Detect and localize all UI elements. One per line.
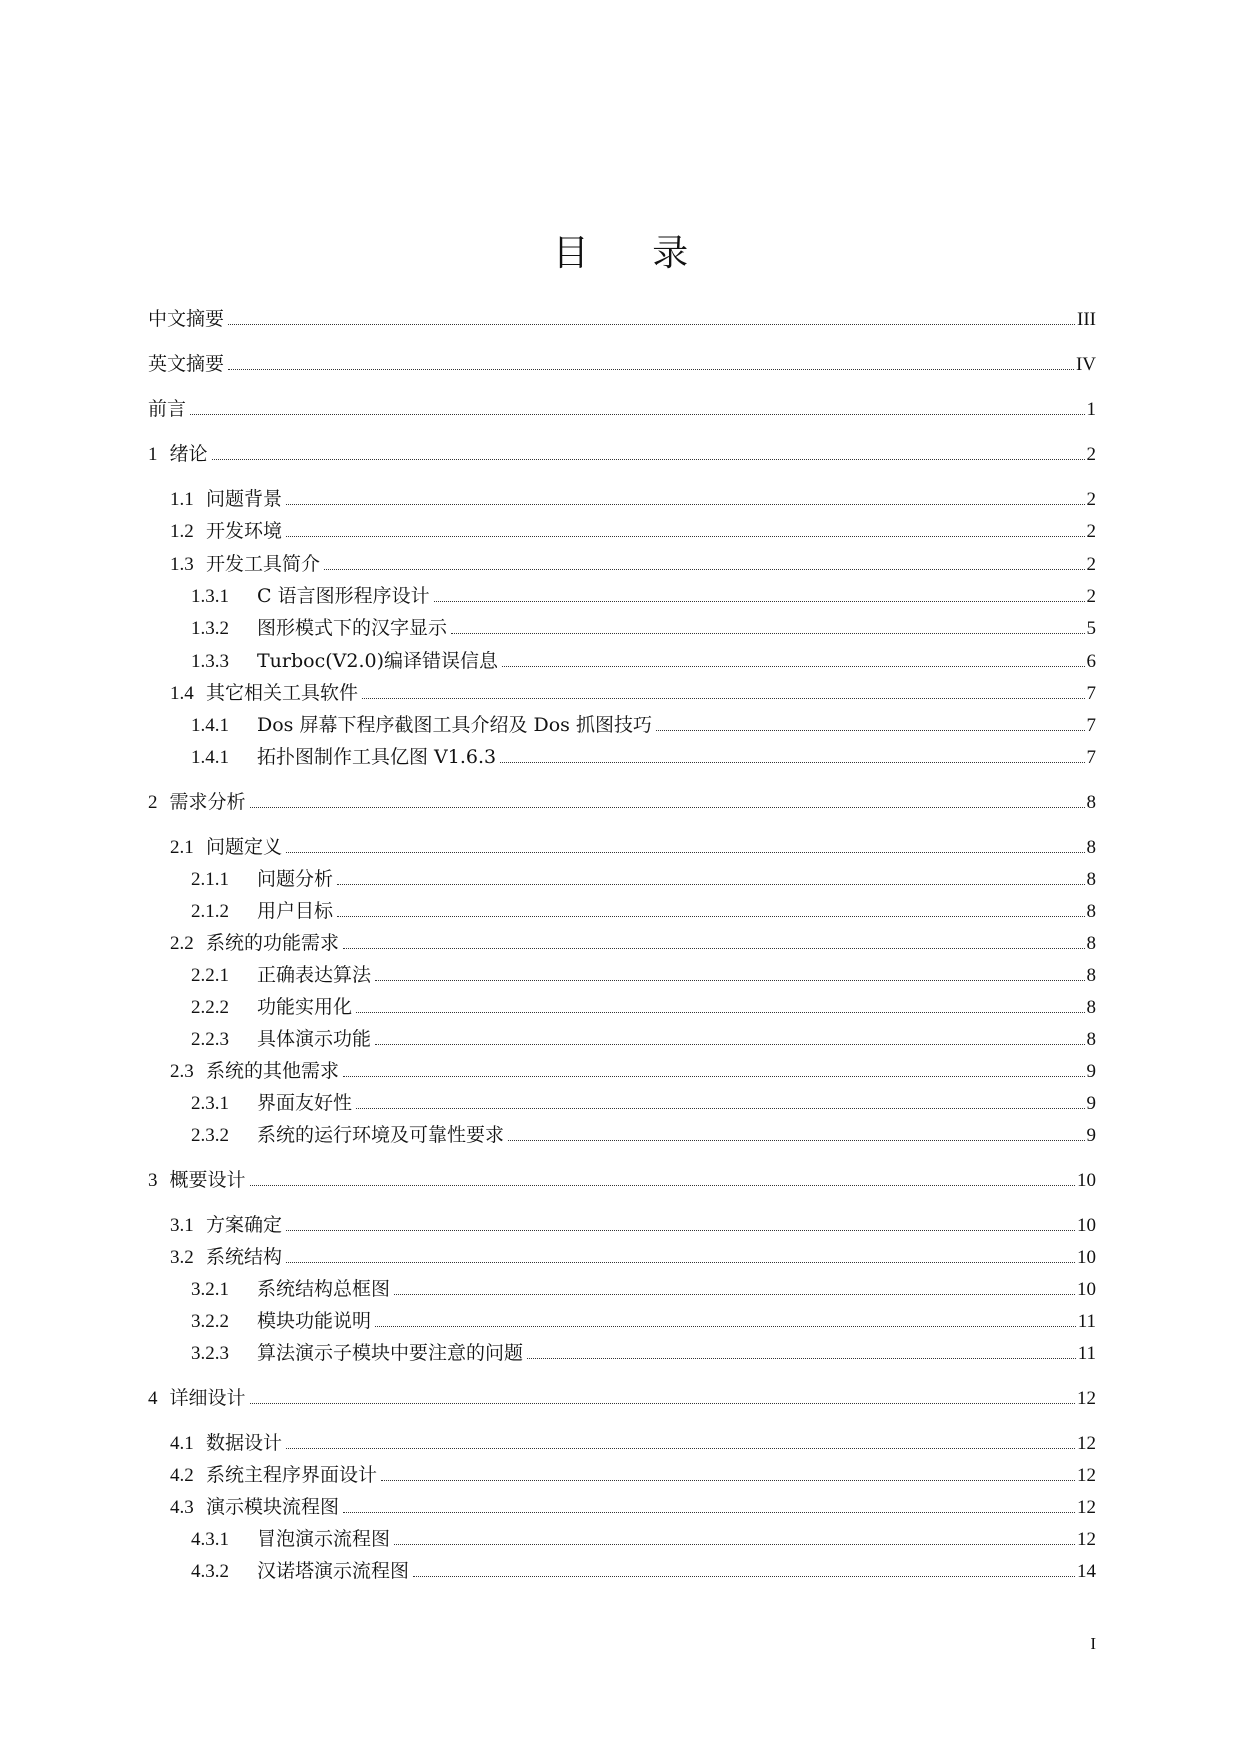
toc-entry-title: 系统的功能需求	[206, 932, 340, 954]
toc-entry-page: 1	[1086, 399, 1096, 420]
toc-entry-number: 1.3.3	[191, 651, 229, 672]
toc-entry-page: 6	[1086, 651, 1096, 672]
toc-entry-number: 2.2.1	[191, 965, 229, 986]
toc-leader	[286, 851, 1084, 853]
toc-entry[interactable]	[170, 930, 1096, 957]
toc-entry-title: 其它相关工具软件	[206, 682, 359, 704]
toc-entry[interactable]	[191, 1090, 1096, 1117]
toc-entry-page: 10	[1077, 1170, 1096, 1191]
toc-leader	[434, 600, 1085, 602]
toc-entry-number: 2	[148, 792, 158, 813]
toc-leader	[500, 761, 1084, 763]
toc-entry-number: 1.4.1	[191, 747, 229, 768]
toc-leader	[337, 915, 1084, 917]
toc-entry-page: 11	[1077, 1343, 1096, 1364]
toc-entry[interactable]	[191, 1122, 1096, 1149]
toc-entry-title: 系统的运行环境及可靠性要求	[257, 1124, 505, 1146]
toc-entry-page: 11	[1077, 1311, 1096, 1332]
toc-entry-page: 8	[1086, 933, 1096, 954]
toc-entry-page: 12	[1077, 1465, 1096, 1486]
toc-entry-number: 4.3.1	[191, 1529, 229, 1550]
toc-entry-number: 2.2	[170, 933, 194, 954]
toc-leader	[343, 947, 1084, 949]
toc-entry-number: 2.1.1	[191, 869, 229, 890]
toc-entry[interactable]	[170, 1430, 1096, 1457]
toc-leader	[228, 323, 1075, 325]
toc-entry-title: Turboc(V2.0)编译错误信息	[257, 650, 498, 672]
toc-leader	[394, 1543, 1075, 1545]
toc-leader	[413, 1575, 1075, 1577]
toc-entry-page: 12	[1077, 1388, 1096, 1409]
toc-entry-number: 3.2.3	[191, 1343, 229, 1364]
toc-entry-page: 7	[1086, 715, 1096, 736]
toc-entry-title: 中文摘要	[148, 308, 225, 330]
toc-entry[interactable]	[191, 615, 1096, 642]
toc-leader	[250, 806, 1085, 808]
toc-entry-number: 1.3	[170, 554, 194, 575]
toc-entry-title: 数据设计	[206, 1432, 283, 1454]
toc-entry[interactable]	[148, 396, 1096, 423]
toc-entry-page: 14	[1077, 1561, 1096, 1582]
toc-entry-title: Dos 屏幕下程序截图工具介绍及 Dos 抓图技巧	[257, 714, 652, 736]
toc-entry-title: 具体演示功能	[257, 1028, 372, 1050]
toc-entry[interactable]	[170, 1058, 1096, 1085]
toc-entry-page: 2	[1086, 444, 1096, 465]
toc-entry-number: 1.3.2	[191, 618, 229, 639]
toc-entry-title: 方案确定	[206, 1214, 283, 1236]
toc-entry-title: 问题背景	[206, 488, 283, 510]
toc-entry-title: 系统的其他需求	[206, 1060, 340, 1082]
toc-entry-number: 3.2.1	[191, 1279, 229, 1300]
page-number: I	[1090, 1634, 1096, 1653]
toc-leader	[286, 1229, 1075, 1231]
toc-leader	[356, 1011, 1084, 1013]
toc-entry-page: 9	[1086, 1061, 1096, 1082]
toc-leader	[250, 1184, 1075, 1186]
toc-entry-title: 系统结构总框图	[257, 1278, 391, 1300]
toc-entry-number: 3	[148, 1170, 158, 1191]
toc-leader	[451, 632, 1084, 634]
toc-entry[interactable]	[191, 1526, 1096, 1553]
toc-entry-number: 1.1	[170, 489, 194, 510]
toc-entry[interactable]	[191, 583, 1096, 610]
toc-leader	[286, 1261, 1075, 1263]
toc-entry[interactable]	[148, 1167, 1096, 1194]
toc-entry-number: 4.3.2	[191, 1561, 229, 1582]
toc-entry[interactable]	[170, 834, 1096, 861]
toc-entry-title: 冒泡演示流程图	[257, 1528, 391, 1550]
toc-leader	[356, 1107, 1084, 1109]
toc-title: 目 录	[552, 233, 715, 274]
toc-entry-title: 需求分析	[169, 791, 246, 813]
toc-entry[interactable]	[148, 441, 1096, 468]
toc-entry-title: 正确表达算法	[257, 964, 372, 986]
toc-entry[interactable]	[191, 866, 1096, 893]
toc-entry[interactable]	[191, 1308, 1096, 1335]
toc-entry[interactable]	[191, 962, 1096, 989]
toc-leader	[362, 697, 1084, 699]
toc-entry[interactable]	[191, 1276, 1096, 1303]
toc-entry-page: 7	[1086, 683, 1096, 704]
toc-entry-number: 4.3	[170, 1497, 194, 1518]
toc-entry-page: 8	[1086, 792, 1096, 813]
toc-entry[interactable]	[148, 789, 1096, 816]
toc-entry[interactable]	[191, 994, 1096, 1021]
toc-entry-page: 9	[1086, 1093, 1096, 1114]
toc-entry-page: 8	[1086, 837, 1096, 858]
toc-entry-number: 1.3.1	[191, 586, 229, 607]
toc-entry[interactable]	[191, 1026, 1096, 1053]
toc-entry-number: 2.1.2	[191, 901, 229, 922]
toc-entry-title: 用户目标	[257, 900, 334, 922]
toc-entry[interactable]	[170, 551, 1096, 578]
toc-entry[interactable]	[148, 1385, 1096, 1412]
toc-entry-title: 英文摘要	[148, 353, 225, 375]
toc-entry[interactable]	[170, 1244, 1096, 1271]
toc-entry-title: 界面友好性	[257, 1092, 353, 1114]
toc-entry-number: 2.2.3	[191, 1029, 229, 1050]
toc-entry-number: 2.3.1	[191, 1093, 229, 1114]
toc-leader	[502, 665, 1085, 667]
toc-entry-number: 4.1	[170, 1433, 194, 1454]
toc-entry-title: 前言	[148, 398, 187, 420]
toc-entry-number: 1.2	[170, 521, 194, 542]
toc-entry-number: 1.4.1	[191, 715, 229, 736]
toc-leader	[286, 1447, 1075, 1449]
toc-entry-page: 8	[1086, 901, 1096, 922]
toc-entry-page: 8	[1086, 965, 1096, 986]
toc-leader	[286, 503, 1084, 505]
toc-entry[interactable]	[148, 351, 1096, 378]
toc-entry-page: 9	[1086, 1125, 1096, 1146]
toc-entry-page: 8	[1086, 869, 1096, 890]
toc-entry[interactable]	[170, 1494, 1096, 1521]
toc-entry-number: 3.1	[170, 1215, 194, 1236]
toc-entry-title: 开发工具简介	[206, 553, 321, 575]
toc-entry-page: 12	[1077, 1529, 1096, 1550]
toc-entry[interactable]	[191, 712, 1096, 739]
toc-leader	[343, 1075, 1084, 1077]
toc-leader	[508, 1139, 1084, 1141]
toc-entry-number: 4	[148, 1388, 158, 1409]
toc-entry-title: 功能实用化	[257, 996, 353, 1018]
toc-entry[interactable]	[170, 1462, 1096, 1489]
toc-entry-title: 系统主程序界面设计	[206, 1464, 378, 1486]
toc-leader	[286, 535, 1084, 537]
toc-entry-title: 汉诺塔演示流程图	[257, 1560, 410, 1582]
toc-entry[interactable]	[148, 306, 1096, 333]
toc-entry-page: III	[1077, 309, 1096, 330]
toc-leader	[212, 458, 1085, 460]
toc-leader	[527, 1357, 1076, 1359]
toc-entry-page: 12	[1077, 1433, 1096, 1454]
toc-entry-number: 1.4	[170, 683, 194, 704]
toc-entry[interactable]	[170, 486, 1096, 513]
toc-leader	[375, 1325, 1076, 1327]
toc-entry-page: 8	[1086, 1029, 1096, 1050]
toc-entry-number: 1	[148, 444, 158, 465]
toc-entry-number: 3.2.2	[191, 1311, 229, 1332]
toc-entry[interactable]	[170, 1212, 1096, 1239]
toc-leader	[375, 979, 1084, 981]
toc-entry-page: 8	[1086, 997, 1096, 1018]
toc-leader	[343, 1511, 1075, 1513]
toc-entry-title: 详细设计	[169, 1387, 246, 1409]
toc-leader	[656, 729, 1085, 731]
toc-entry-title: C 语言图形程序设计	[257, 585, 430, 607]
toc-entry-page: 5	[1086, 618, 1096, 639]
toc-entry-number: 2.3	[170, 1061, 194, 1082]
toc-entry-number: 2.1	[170, 837, 194, 858]
toc-entry-title: 问题定义	[206, 836, 283, 858]
toc-entry-page: 7	[1086, 747, 1096, 768]
toc-entry-page: 2	[1086, 521, 1096, 542]
toc-entry-title: 模块功能说明	[257, 1310, 372, 1332]
toc-leader	[324, 568, 1084, 570]
toc-entry-title: 演示模块流程图	[206, 1496, 340, 1518]
toc-entry-title: 图形模式下的汉字显示	[257, 617, 448, 639]
toc-entry-number: 3.2	[170, 1247, 194, 1268]
toc-leader	[337, 883, 1084, 885]
toc-entry-title: 绪论	[169, 443, 208, 465]
toc-entry-title: 概要设计	[169, 1169, 246, 1191]
toc-entry-title: 系统结构	[206, 1246, 283, 1268]
toc-leader	[228, 368, 1074, 370]
toc-entry-page: 2	[1086, 586, 1096, 607]
toc-entry-page: IV	[1075, 354, 1096, 375]
toc-entry-title: 拓扑图制作工具亿图 V1.6.3	[257, 746, 497, 768]
toc-entry[interactable]	[191, 1558, 1096, 1585]
toc-entry-page: 10	[1077, 1215, 1096, 1236]
toc-leader	[381, 1479, 1075, 1481]
toc-entry[interactable]	[191, 898, 1096, 925]
toc-entry-number: 2.3.2	[191, 1125, 229, 1146]
toc-entry[interactable]	[191, 1340, 1096, 1367]
toc-entry[interactable]	[191, 648, 1096, 675]
toc-entry-title: 问题分析	[257, 868, 334, 890]
toc-entry-title: 开发环境	[206, 520, 283, 542]
toc-leader	[250, 1402, 1075, 1404]
toc-entry-number: 4.2	[170, 1465, 194, 1486]
toc-entry[interactable]	[170, 518, 1096, 545]
toc-entry-page: 10	[1077, 1279, 1096, 1300]
toc-entry-page: 2	[1086, 554, 1096, 575]
toc-entry-title: 算法演示子模块中要注意的问题	[257, 1342, 524, 1364]
toc-entry-page: 12	[1077, 1497, 1096, 1518]
toc-entry-page: 2	[1086, 489, 1096, 510]
toc-leader	[394, 1293, 1075, 1295]
toc-leader	[190, 413, 1084, 415]
toc-entry-page: 10	[1077, 1247, 1096, 1268]
toc-entry[interactable]	[170, 680, 1096, 707]
toc-entry-number: 2.2.2	[191, 997, 229, 1018]
toc-leader	[375, 1043, 1084, 1045]
toc-entry[interactable]	[191, 744, 1096, 771]
